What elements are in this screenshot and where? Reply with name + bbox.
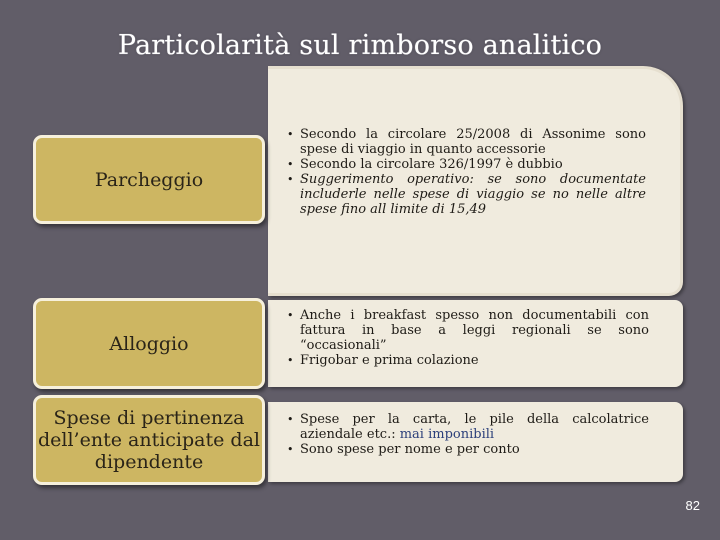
spese-content-box	[268, 402, 683, 482]
spese-label: Spese di pertinenza dell’ente anticipate dal dipendente	[38, 407, 260, 473]
spese-bullet-text: Spese per la carta, le pile della calcolatrice aziendale etc.:	[300, 412, 649, 442]
parcheggio-label-box	[33, 135, 265, 224]
page-number: 82	[685, 498, 700, 513]
alloggio-bullet-list	[286, 308, 649, 368]
list-item: • Secondo la circolare 25/2008 di Assonime sono spese di viaggio in quanto accessorie	[286, 127, 646, 157]
list-item	[286, 412, 649, 442]
list-item: • Anche i breakfast spesso non documentabili con fattura in base a leggi regionali se sono “occasionali”	[286, 308, 649, 353]
spese-label-box	[33, 395, 265, 485]
alloggio-label: Alloggio	[109, 332, 189, 355]
slide-title: Particolarità sul rimborso analitico	[117, 30, 603, 61]
list-item: • Suggerimento operativo: se sono documentate includerle nelle spese di viaggio se no nelle altre spese fino all limite di 15,49	[286, 172, 646, 217]
alloggio-label-box	[33, 298, 265, 389]
list-item: • Secondo la circolare 326/1997 è dubbio	[286, 157, 646, 172]
parcheggio-label: Parcheggio	[94, 168, 204, 191]
spese-bullet-list	[286, 412, 649, 457]
parcheggio-bullet-list	[286, 127, 646, 217]
alloggio-content-box	[268, 300, 683, 387]
mai-imponibili-highlight: mai imponibili	[399, 427, 495, 442]
list-item: • Sono spese per nome e per conto	[286, 442, 649, 457]
parcheggio-content-box	[268, 66, 683, 296]
list-item: • Frigobar e prima colazione	[286, 353, 649, 368]
